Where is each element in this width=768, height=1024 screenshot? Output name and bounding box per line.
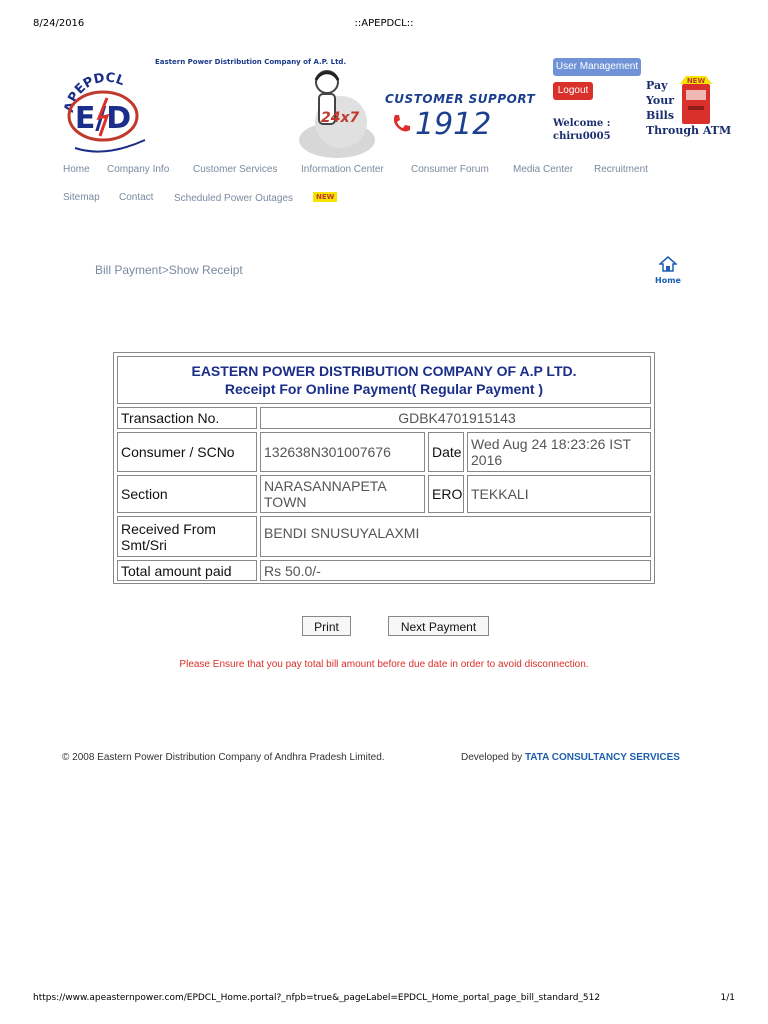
- nav-sitemap[interactable]: Sitemap: [63, 192, 100, 203]
- atm-line: Pay: [646, 79, 668, 92]
- home-link[interactable]: [654, 256, 682, 285]
- support-label: CUSTOMER SUPPORT: [385, 92, 536, 106]
- print-page-number: 1/1: [720, 993, 735, 1003]
- print-button[interactable]: Print: [302, 616, 351, 636]
- tcs-logo[interactable]: TATA CONSULTANCY SERVICES: [524, 752, 680, 763]
- receipt-header: [117, 356, 651, 404]
- nav-contact[interactable]: Contact: [119, 192, 154, 203]
- atm-icon: [676, 76, 716, 124]
- transaction-label: Transaction No.: [117, 407, 257, 429]
- print-date: 8/24/2016: [33, 18, 85, 29]
- section-label: Section: [117, 475, 257, 513]
- print-url: https://www.apeasternpower.com/EPDCL_Home.portal?_nfpb=true&_pageLabel=EPDCL_Home_portal_page_bill_standard_512: [33, 993, 601, 1003]
- nav-scheduled-power-outages[interactable]: Scheduled Power Outages: [174, 193, 293, 204]
- logo-mark: E/D: [74, 101, 132, 136]
- welcome-block: [553, 117, 611, 143]
- home-label: Home: [655, 276, 681, 285]
- customer-support-banner: [297, 60, 537, 160]
- developed-by-label: Developed by: [461, 752, 523, 763]
- breadcrumb: Bill Payment>Show Receipt: [95, 263, 243, 277]
- atm-line: Through ATM: [646, 124, 732, 137]
- due-date-warning: Please Ensure that you pay total bill amount before due date in order to avoid disconnection.: [179, 659, 589, 670]
- home-icon: [659, 256, 677, 272]
- atm-line: Your: [646, 94, 675, 107]
- footer-developer: [461, 752, 680, 763]
- transaction-value: GDBK4701915143: [260, 407, 651, 429]
- nav-media-center[interactable]: Media Center: [513, 164, 574, 175]
- nav-recruitment[interactable]: Recruitment: [594, 164, 648, 175]
- company-name: Eastern Power Distribution Company of A.P. Ltd.: [155, 58, 347, 66]
- atm-new-badge: NEW: [686, 77, 706, 85]
- new-badge: NEW: [313, 192, 337, 202]
- amount-label: Total amount paid: [117, 560, 257, 581]
- welcome-label: Welcome :: [553, 118, 611, 129]
- received-from-label: Received From Smt/Sri: [117, 516, 257, 557]
- receipt-subtitle: Receipt For Online Payment( Regular Payment ): [224, 381, 544, 397]
- ero-label: ERO: [428, 475, 464, 513]
- print-title: ::APEPDCL::: [354, 18, 414, 29]
- receipt-title: EASTERN POWER DISTRIBUTION COMPANY OF A.P LTD.: [191, 363, 577, 379]
- phone-icon: [389, 112, 413, 136]
- logo-text: APEPDCL: [61, 70, 127, 114]
- consumer-value: 132638N301007676: [260, 432, 425, 472]
- nav-consumer-forum[interactable]: Consumer Forum: [411, 164, 489, 175]
- user-management-button[interactable]: User Management: [553, 58, 641, 76]
- username: chiru0005: [553, 131, 611, 142]
- footer-copyright: © 2008 Eastern Power Distribution Company of Andhra Pradesh Limited.: [62, 752, 385, 763]
- ero-value: TEKKALI: [467, 475, 651, 513]
- nav-home[interactable]: Home: [63, 164, 90, 175]
- receipt-table: [113, 352, 655, 584]
- received-from-value: BENDI SNUSUYALAXMI: [260, 516, 651, 557]
- section-value: NARASANNAPETA TOWN: [260, 475, 425, 513]
- amount-value: Rs 50.0/-: [260, 560, 651, 581]
- date-value: Wed Aug 24 18:23:26 IST 2016: [467, 432, 651, 472]
- date-label: Date: [428, 432, 464, 472]
- support-number: 1912: [415, 107, 492, 142]
- next-payment-button[interactable]: Next Payment: [388, 616, 489, 636]
- atm-line: Bills: [646, 109, 675, 122]
- nav-customer-services[interactable]: Customer Services: [193, 164, 278, 175]
- support-badge: 24x7: [321, 110, 360, 126]
- nav-company-info[interactable]: Company Info: [107, 164, 170, 175]
- apepdcl-logo[interactable]: [55, 58, 155, 158]
- logout-button[interactable]: Logout: [553, 82, 593, 100]
- consumer-label: Consumer / SCNo: [117, 432, 257, 472]
- nav-information-center[interactable]: Information Center: [301, 164, 384, 175]
